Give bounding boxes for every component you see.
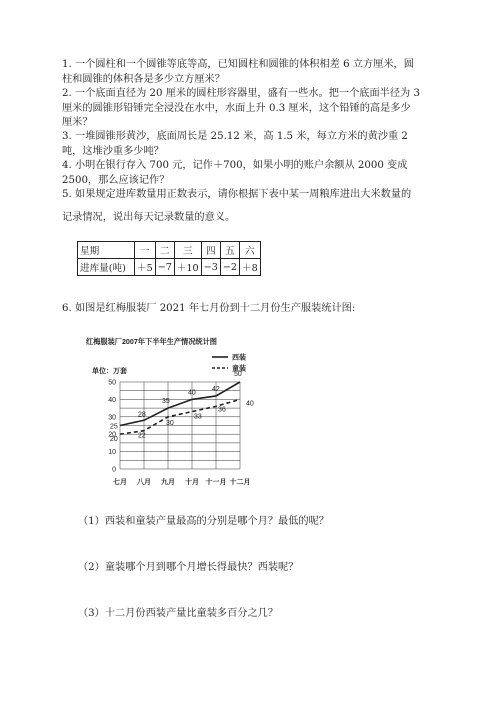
table-cell: 进库量(吨) xyxy=(78,259,135,276)
legend-label: 童装 xyxy=(232,365,246,373)
chart-unit-label: 单位：万套 xyxy=(92,368,127,375)
table-cell: 五 xyxy=(220,242,239,259)
data-label: 30 xyxy=(166,419,174,427)
table-header-row xyxy=(78,242,261,259)
chart-legend xyxy=(212,353,246,373)
table-cell: 四 xyxy=(201,242,220,259)
problem-4-line-2: 2500，那么应该记作？ xyxy=(62,174,170,186)
problem-1-line-1: 1. 一个圆柱和一个圆锥等底等高，已知圆柱和圆锥的体积相差 6 立方厘米，圆 xyxy=(62,59,414,70)
data-label: 40 xyxy=(246,400,254,408)
data-label: 33 xyxy=(194,413,202,421)
data-label: 50 xyxy=(234,371,242,378)
y-tick-label: 40 xyxy=(108,396,116,404)
y-tick-label: 20 xyxy=(108,431,116,439)
problem-3-line-2: 吨，这堆沙重多少吨？ xyxy=(62,145,164,157)
table-cell: 一 xyxy=(135,242,156,259)
table-cell: ＋10 xyxy=(174,259,201,276)
table-cell: 星期 xyxy=(78,242,135,259)
problem-5-line-1: 5. 如果规定进库数量用正数表示，请你根据下表中某一周粮库进出大米数量的 xyxy=(62,189,412,200)
grain-storage-table xyxy=(77,241,261,276)
y-tick-label: 30 xyxy=(108,414,116,422)
legend-label: 西装 xyxy=(232,354,246,362)
data-label: 35 xyxy=(162,398,170,406)
y-tick-label: 10 xyxy=(108,449,116,457)
question-1: （1）西装和童装产量最高的分别是哪个月？最低的呢？ xyxy=(78,516,329,527)
problem-2 xyxy=(62,87,444,131)
data-label: 42 xyxy=(212,385,220,393)
data-label: 22 xyxy=(138,432,146,440)
table-row xyxy=(78,259,261,276)
question-3: （3）十二月份西装产量比童装多百分之几？ xyxy=(78,608,279,619)
table-cell: ＋5 xyxy=(135,259,156,276)
x-tick-label: 七月 xyxy=(113,479,127,486)
problem-5-line-2: 记录情况，说出每天记录数量的意义。 xyxy=(62,211,236,223)
table-cell: −3 xyxy=(201,259,220,276)
question-2: （2）童装哪个月到哪个月增长得最快？西装呢？ xyxy=(78,562,299,573)
x-tick-label: 九月 xyxy=(161,479,175,486)
chart-grid xyxy=(120,382,240,469)
table-cell: ＋8 xyxy=(239,259,260,276)
problem-6-intro: 6. 如图是红梅服装厂 2021 年七月份到十二月份生产服装统计图: xyxy=(62,303,356,314)
x-tick-label: 八月 xyxy=(137,479,151,486)
data-label: 20 xyxy=(110,436,118,444)
problem-3-line-1: 3. 一堆圆锥形黄沙，底面周长是 25.12 米，高 1.5 米，每立方米的黄沙重 2 xyxy=(62,131,408,142)
problem-1-line-2: 柱和圆锥的体积各是多少立方厘米？ xyxy=(62,73,225,85)
chart-x-ticks xyxy=(113,477,251,486)
problem-2-line-1: 2. 一个底面直径为 20 厘米的圆柱形容器里，盛有一些水。把一个底面半径为 3 xyxy=(62,88,420,99)
x-tick-label: 十一月 xyxy=(205,479,227,486)
problem-4-line-1: 4. 小明在银行存入 700 元，记作＋700，如果小明的账户余额从 2000 变成 xyxy=(62,160,408,171)
data-label: 36 xyxy=(218,406,226,414)
table-cell: −7 xyxy=(155,259,174,276)
table-cell: −2 xyxy=(220,259,239,276)
data-label: 25 xyxy=(110,423,118,431)
x-tick-label: 十二月 xyxy=(229,479,251,486)
problem-5 xyxy=(62,188,444,225)
problem-4 xyxy=(62,159,444,188)
y-tick-label: 0 xyxy=(112,466,116,474)
table-cell: 六 xyxy=(239,242,260,259)
chart-title: 红梅服装厂2007年下半年生产情况统计图 xyxy=(86,337,217,346)
table-cell: 三 xyxy=(174,242,201,259)
problem-1 xyxy=(62,58,444,87)
x-tick-label: 十月 xyxy=(185,479,199,486)
table-cell: 二 xyxy=(155,242,174,259)
problem-2-line-3: 厘米？ xyxy=(62,117,93,129)
problem-2-line-2: 厘米的圆锥形铅锤完全浸没在水中，水面上升 0.3 厘米，这个铅锤的高是多少 xyxy=(62,102,411,114)
problem-3 xyxy=(62,130,444,159)
data-label: 28 xyxy=(138,411,146,419)
series-line-西装 xyxy=(120,382,240,426)
y-tick-label: 50 xyxy=(108,379,116,387)
production-line-chart xyxy=(86,333,254,493)
data-label: 40 xyxy=(188,389,196,397)
